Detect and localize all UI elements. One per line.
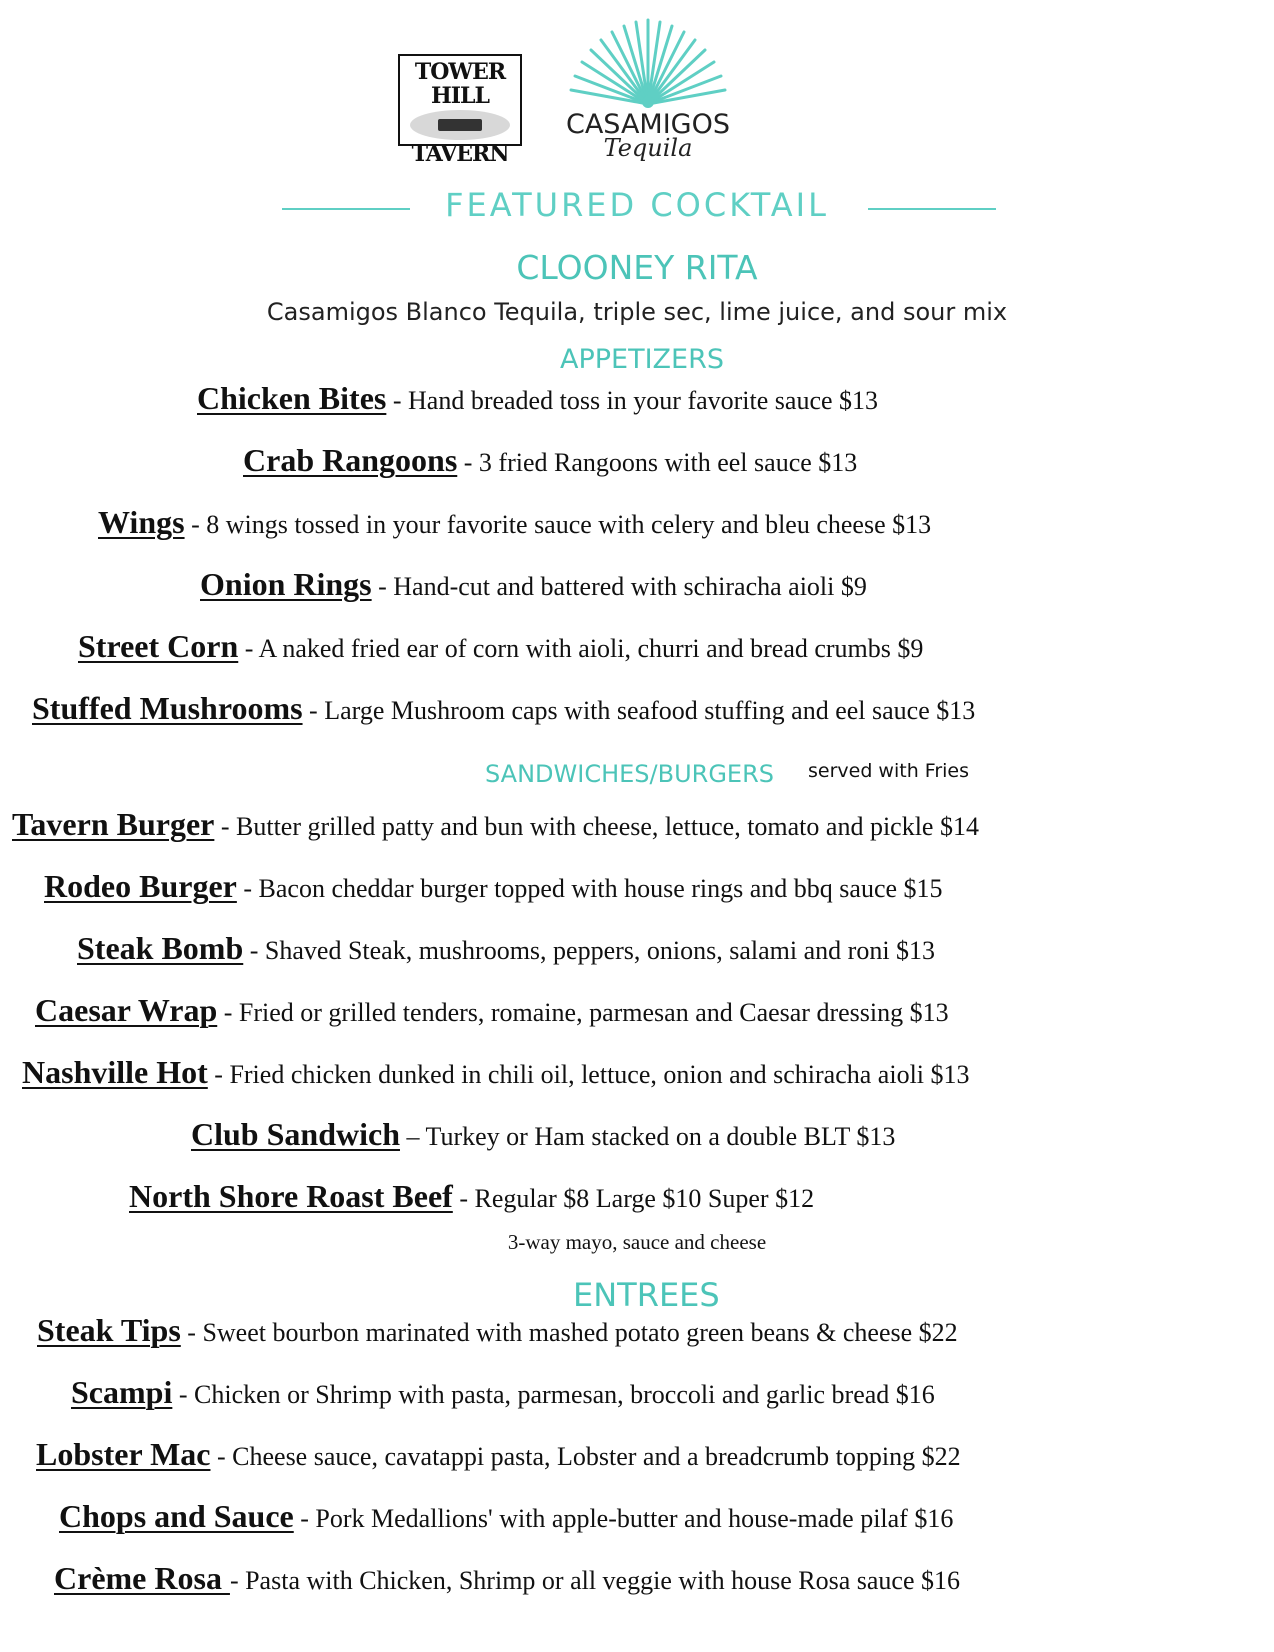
item-name: Chicken Bites [197,380,387,416]
item-name: Chops and Sauce [59,1498,294,1534]
item-description: - Chicken or Shrimp with pasta, parmesan, broccoli and garlic bread $16 [172,1380,935,1409]
roast-beef-note: 3-way mayo, sauce and cheese [507,1230,767,1254]
item-description: - Fried or grilled tenders, romaine, parmesan and Caesar dressing $13 [217,998,949,1027]
item-description: - Large Mushroom caps with seafood stuffing and eel sauce $13 [302,696,976,725]
item-description: - Shaved Steak, mushrooms, peppers, onions, salami and roni $13 [243,936,936,965]
item-name: Rodeo Burger [44,868,237,904]
cocktail-description: Casamigos Blanco Tequila, triple sec, lime juice, and sour mix [266,298,1008,326]
carriage-icon [410,110,510,140]
tavern-logo-line2: TAVERN [411,141,509,167]
menu-item [197,382,878,417]
tavern-logo-line1: TOWER HILL [414,59,506,109]
item-description: - Pasta with Chicken, Shrimp or all veggie with house Rosa sauce $16 [229,1566,960,1595]
menu-item [35,994,949,1029]
item-description: - Fried chicken dunked in chili oil, lettuce, onion and schiracha aioli $13 [207,1060,970,1089]
item-name: Crème Rosa [54,1560,230,1596]
entrees-heading: ENTREES [573,1276,720,1314]
menu-item [36,1438,961,1473]
item-name: Wings [98,504,185,540]
casamigos-logo [548,16,748,176]
sandwiches-heading: SANDWICHES/BURGERS [485,760,775,788]
item-description: - Butter grilled patty and bun with cheese, lettuce, tomato and pickle $14 [214,812,979,841]
item-description: - Bacon cheddar burger topped with house rings and bbq sauce $15 [236,874,943,903]
item-name: Street Corn [78,628,239,664]
item-name: Club Sandwich [191,1116,400,1152]
menu-item [54,1562,960,1597]
tower-hill-tavern-logo [398,54,522,167]
menu-item [98,506,931,541]
item-description: - Cheese sauce, cavatappi pasta, Lobster and a breadcrumb topping $22 [210,1442,961,1471]
agave-icon [568,16,728,111]
menu-item [77,932,935,967]
featured-cocktail-heading: FEATURED COCKTAIL [445,186,829,224]
sandwiches-note: served with Fries [808,760,970,782]
menu-item [59,1500,953,1535]
item-description: - A naked fried ear of corn with aioli, churri and bread crumbs $9 [238,634,924,663]
casamigos-sub-text: Tequila [603,134,693,162]
item-description: - Hand breaded toss in your favorite sauce $13 [386,386,879,415]
appetizers-heading: APPETIZERS [560,344,725,375]
item-description: - Regular $8 Large $10 Super $12 [452,1184,815,1213]
item-description: - 8 wings tossed in your favorite sauce with celery and bleu cheese $13 [184,510,932,539]
menu-item [32,692,975,727]
item-description: - 3 fried Rangoons with eel sauce $13 [457,448,858,477]
item-name: Steak Bomb [77,930,244,966]
item-description: – Turkey or Ham stacked on a double BLT $13 [399,1122,896,1151]
item-description: - Hand-cut and battered with schiracha aioli $9 [371,572,867,601]
item-name: North Shore Roast Beef [129,1178,453,1214]
menu-item [44,870,943,905]
item-description: - Sweet bourbon marinated with mashed potato green beans & cheese $22 [180,1318,958,1347]
item-name: Stuffed Mushrooms [32,690,303,726]
item-name: Caesar Wrap [35,992,218,1028]
item-name: Tavern Burger [12,806,215,842]
casamigos-brand-text: CASAMIGOS [565,109,730,140]
menu-item [243,444,857,479]
item-name: Nashville Hot [22,1054,208,1090]
item-description: - Pork Medallions' with apple-butter and house-made pilaf $16 [293,1504,954,1533]
item-name: Steak Tips [37,1312,181,1348]
menu-item [71,1376,935,1411]
menu-item [22,1056,970,1091]
menu-item [191,1118,895,1153]
menu-item [37,1314,958,1349]
item-name: Crab Rangoons [243,442,458,478]
cocktail-name: CLOONEY RITA [516,248,758,287]
menu-item [78,630,923,665]
menu-item [129,1180,814,1215]
item-name: Scampi [71,1374,173,1410]
menu-item [200,568,867,603]
item-name: Lobster Mac [36,1436,211,1472]
menu-item [12,808,979,843]
item-name: Onion Rings [200,566,372,602]
